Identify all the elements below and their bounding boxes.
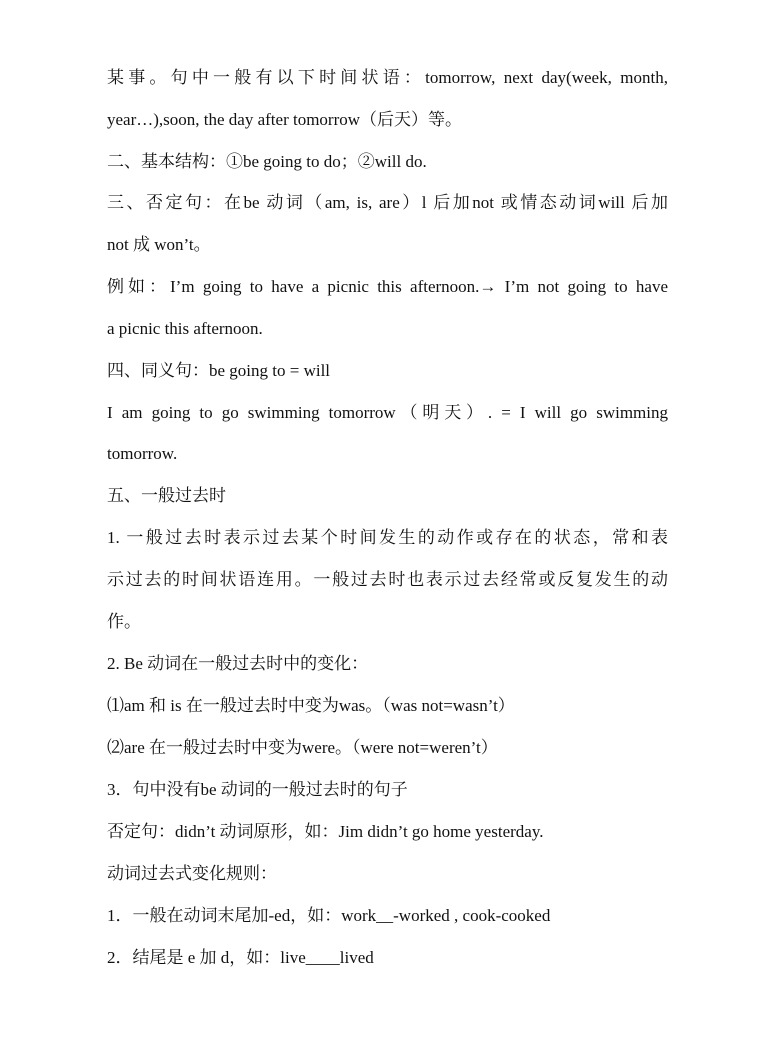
example-line: tomorrow. [107,444,178,463]
example-line: 例如：I’m going to have a picnic this afternoon.→ I’m not going to have [107,277,668,296]
section-heading: 二、基本结构：①be going to do；②will do. [107,152,427,171]
list-item: 1. 一般过去时表示过去某个时间发生的动作或存在的状态，常和表 [107,528,668,547]
section-heading: 五、一般过去时 [107,486,226,505]
text-line: not 成 won’t。 [107,235,211,254]
list-item: ⑵are 在一般过去时中变为were。（were not=weren’t） [107,738,498,757]
list-item: 2．结尾是 e 加 d，如：live____lived [107,948,374,967]
text-line: year…),soon, the day after tomorrow（后天）等。 [107,110,463,129]
section-heading: 3．句中没有be 动词的一般过去时的句子 [107,780,408,799]
list-item: ⑴am 和 is 在一般过去时中变为was。（was not=wasn’t） [107,696,515,715]
example-line: a picnic this afternoon. [107,319,263,338]
text-line: 动词过去式变化规则： [107,864,277,883]
text-line: 示过去的时间状语连用。一般过去时也表示过去经常或反复发生的动 [107,570,668,589]
list-item: 1．一般在动词末尾加-ed，如：work__-worked , cook-cooked [107,906,551,925]
example-line: I am going to go swimming tomorrow（明天）. = I will go swimming [107,403,668,422]
section-heading: 三、否定句：在be 动词（am, is, are）l 后加not 或情态动词will 后加 [107,193,668,212]
text-line: 否定句：didn’t 动词原形，如：Jim didn’t go home yesterday. [107,822,544,841]
text-line: 某事。句中一般有以下时间状语：tomorrow, next day(week, month, [107,68,668,87]
section-heading: 四、同义句：be going to = will [107,361,331,380]
text-line: 作。 [107,612,141,631]
list-item: 2. Be 动词在一般过去时中的变化： [107,654,369,673]
